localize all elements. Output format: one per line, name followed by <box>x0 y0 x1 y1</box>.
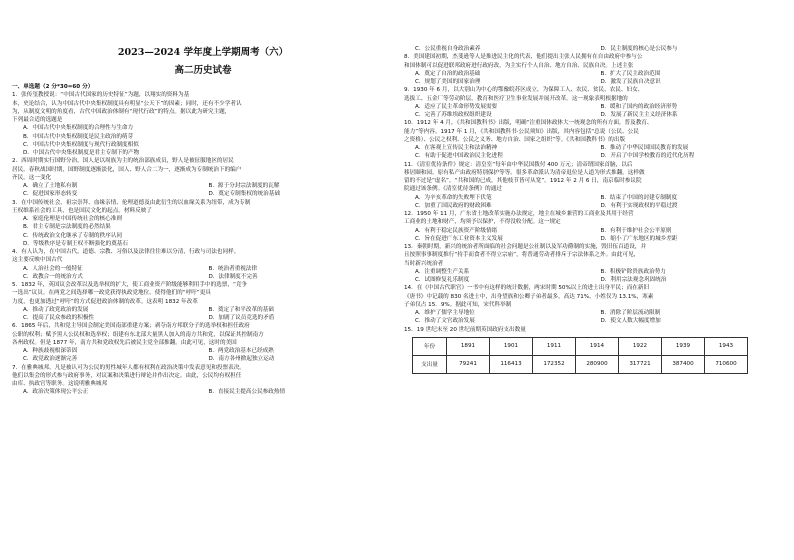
option-row <box>404 194 786 202</box>
option-text: D．法律制度不完善 <box>208 273 258 280</box>
option-text: B．推动了中华民国国民教育的发展 <box>600 145 689 151</box>
option-row <box>404 70 786 78</box>
table-cell: 1943 <box>705 337 748 355</box>
question-text-line: 和国体制可以促进联邦政府进行政府改，为主实行个人自治、地方自治、民族自决。上述主张 <box>404 62 634 69</box>
option-text: A．为辛亥革命的失败埋下伏笔 <box>415 194 492 201</box>
option-text: D．使文人数大幅度增加 <box>600 318 661 325</box>
question-text-line: 8．美国建国初期，杰斐逊等人是推进民主化的代表，他们提出主张人民拥有在自由政府中参与公 <box>404 54 643 61</box>
question-text-line: 院通过该条例。《清室优待条例》的通过 <box>404 186 502 193</box>
option-text: A．适应了民主革命形势发展需要 <box>415 103 498 110</box>
question-text-line: 他们以集会的形式参与政府事务，对议案和决策进行辩论并作出决定。由此，公民均有权担任 <box>12 372 242 379</box>
question-text-line: 6．1865 年后，共和党主导国会制定美国南部重建方案；剥夺南方邦联分子的选举权和担任政府 <box>12 323 250 330</box>
option-row <box>404 152 786 160</box>
option-row <box>12 355 394 363</box>
option-row <box>12 182 394 190</box>
option-text: A．种族歧视根深蒂固 <box>23 348 78 354</box>
option-text: C．提高了民众参政的积极性 <box>23 315 95 321</box>
table-cell: 387400 <box>662 355 705 373</box>
right-question-text <box>404 45 786 334</box>
option-row <box>404 111 786 119</box>
question-text-line: 这主要反映中国古代 <box>12 257 63 264</box>
question-text-line: 公职的权利；赋予黑人公民权和选举权；组建有东北部大量黑人加入的南方共和党，以保证其控制南方 <box>12 331 264 338</box>
table-cell: 280900 <box>576 355 619 373</box>
option-text: B．积极铲除贵族政治势力 <box>600 268 666 275</box>
option-row <box>12 306 394 314</box>
table-row <box>413 355 748 373</box>
question-text-line: 齐民。这一变化 <box>12 174 52 181</box>
question-text-line: 下列最合适的选题是 <box>12 117 63 123</box>
option-text: C．推动了文官政治发展 <box>415 318 475 325</box>
question-text-line: 7．在雅典城邦，凡是被认可为公民的男性城年人都有权利在政治决策中发表意见和投票表决。 <box>12 364 245 371</box>
option-text: D．发展了新民主主义经济体系 <box>600 112 678 118</box>
option-text: B．奠定了和平改革的基础 <box>208 306 274 313</box>
option-text: A．维护了儒学主导地位 <box>415 310 475 316</box>
option-row <box>12 265 394 273</box>
option-text: D．南方各州掀起独立运动 <box>208 356 275 363</box>
option-row <box>12 347 394 355</box>
option-text: B．直接民主提高公民参政热情 <box>208 389 286 396</box>
question-text-line: 11．《清室优待条件》规定：清皇室“每年由中华民国拨付 400 万元；清帝谓国家首脑，以后 <box>404 161 633 168</box>
option-text: B．消除了阶层流动限制 <box>600 310 661 316</box>
option-text: B．缓和了国内的政治经济形势 <box>600 103 678 110</box>
option-text: B．统治者重视法律 <box>208 265 258 272</box>
option-text: C．试图修复礼乐制度 <box>415 277 470 283</box>
option-text: A．家庭伦理是中国传统社会的核心准则 <box>23 216 122 222</box>
option-text: B．君主专制是宗法制度的必然结果 <box>23 224 111 231</box>
question-text-line: 12．1950 年 11 月，广东省土地改革实施办法规定，地主在城乡兼营的工商业及其用于经营 <box>404 211 634 217</box>
question-text-line: 10．1912 年 4 月，《共和国教科书》出版，明确“注重国体政体大一统观念的所有方面，普及教育、 <box>404 120 653 127</box>
question-text-line: 《唐书》中记载的 830 名进士中，出身望族和公卿子弟者最多，高达 71%，小姓仅为 13.1%，寒素 <box>404 293 654 300</box>
option-text: B．两党政治基本已经成熟 <box>208 348 274 354</box>
question-text-line: 子弟仅占 15．9%。据此可知，宋代科举制 <box>404 301 512 308</box>
question-text-line: 本，史论结合，认为中国古代中央集权制度具有明显“公天下”的因素；同时，还有不少学者认 <box>12 100 242 107</box>
table-header-cell: 年份 <box>413 337 447 355</box>
option-text: C．完善了苏维埃政权组织建设 <box>415 112 492 118</box>
option-text: D．缩小了广东地区的城乡差距 <box>600 235 678 242</box>
question-text-line: 3．在中国传统社会，祖宗崇拜、血缘亲情、伦理道德及由此衍生的以血缘关系为纽带，成为专制 <box>12 199 251 206</box>
table-cell: 1891 <box>447 337 490 355</box>
question-text-line: 5．1832 年，英国议会改革以及选举权的扩大，使工商业资产阶级能够利用手中的选票，“竞争 <box>12 282 248 288</box>
question-text-line: 一选出”议员。在两党之间选择哪一政党获得执政党地位，使得他们的“呼吁”更具 <box>12 290 211 297</box>
right-column <box>404 0 786 560</box>
option-text: D．开启了中国学校教育的近代化历程 <box>600 153 695 160</box>
option-text: B．源于分封宗法制度的瓦解 <box>208 183 280 189</box>
question-text-line: 当时新兴统治者 <box>404 260 444 267</box>
question-text-line: 为，从制度文明的角度看，古代中国政治体制有“现代行政”的特点。据以此为研究主题， <box>12 108 231 115</box>
option-text: D．加剧了议员竞选的矛盾 <box>208 315 275 321</box>
option-row <box>404 78 786 86</box>
left-question-text <box>12 83 394 397</box>
table-cell: 1939 <box>662 337 705 355</box>
table-row <box>413 337 748 355</box>
option-row <box>404 103 786 111</box>
option-row <box>404 227 786 235</box>
question-text-line: 由库、执政官等职务。这说明雅典城邦 <box>12 381 108 387</box>
option-row <box>12 388 394 396</box>
option-text: B．中国古代中央集权制度是民主政治的萌芽 <box>23 133 134 140</box>
option-text: D．激发了民族自决意识 <box>600 79 661 85</box>
table-cell: 1911 <box>533 337 576 355</box>
question-text-line: 9．1930 年 6 月，以大别山为中心的鄂豫皖苏区成立，为保障工人、农民、贫民、农民、妇女、 <box>404 87 644 94</box>
table-cell: 116413 <box>490 355 533 373</box>
question-text-line: 力度，也更加透过“呼吁”的方式促进政治体制的改革。这表明 1832 年改革 <box>12 298 198 305</box>
question-text-line: 13．秦朝时期，新兴的统治者所面临的社会问题是公社制以及军功爵制的实施，毁旧伍百道设，并 <box>404 244 647 250</box>
option-text: C．旨在促进广东工业资本主义发展 <box>415 235 503 242</box>
exam-header <box>12 46 394 77</box>
option-text: D．奠定专制集权的统治基础 <box>208 191 280 198</box>
option-text: C．规划了美国的国家治理 <box>415 79 481 85</box>
table-cell: 710600 <box>705 355 748 373</box>
option-text: C．传统政治文化继承了专制的秩序认同 <box>23 232 123 239</box>
option-text: A．在客观上宣传民主和法治精神 <box>415 145 498 151</box>
question-text-line: 工商业的土地和财产，均须予以保护，不得没收分配。这一规定 <box>404 219 561 226</box>
option-row <box>404 202 786 210</box>
question-text-line: 1．张传玺教授说：“中国古代国家的历史特征”为题，以翔实的资料为基 <box>12 92 190 99</box>
question-text-line: 留的不过是“虚名”，“共和国的已成，其他枝节皆可从宽”。1912 年 2 月 6 日，南京临时参议院 <box>404 178 642 184</box>
option-row <box>404 317 786 325</box>
question-text-line: 移居颐和园。原有私产由政府特别保护等等。很多革命派认为清帝退位是人道为形式推翻，这样做 <box>404 169 645 176</box>
option-row <box>404 45 786 53</box>
option-text: A．推动了政党政治的发展 <box>23 306 89 313</box>
option-text: D．等级秩序是专制王权不断强化的奠基石 <box>23 240 128 247</box>
left-column <box>12 0 394 560</box>
option-row <box>404 276 786 284</box>
table-header-cell: 支出量 <box>413 355 447 373</box>
option-row <box>404 144 786 152</box>
option-text: A．人治社会的一般特征 <box>23 265 83 272</box>
option-text: C．加重了国民政府的财政困难 <box>415 202 492 209</box>
option-text: C．促进国家形态转变 <box>23 191 78 198</box>
option-row <box>404 309 786 317</box>
table-cell: 1901 <box>490 337 533 355</box>
table-cell: 172352 <box>533 355 576 373</box>
exam-subtitle: 高二历史试卷 <box>174 65 232 76</box>
question-text-line: 选拔工、五金厂等劳动阶层，教育和医疗卫生事业发展并展开改革。这一现象表明根据地的 <box>404 95 628 102</box>
option-text: B．有利于维护社会公平原则 <box>600 227 672 234</box>
question-text-line: 且按照事事制度推行“持手而食者不得立宗庙”，将普通劳动者排斥于宗法体系之外。由此可见， <box>404 252 640 259</box>
question-text-line: 之资格）、公民之权利、公民之义务、地方自治、国家之组织”等。《共和国教科书》的出版 <box>404 136 626 143</box>
option-row <box>12 273 394 281</box>
option-text: D．有利于实现政权的平稳过渡 <box>600 202 678 209</box>
question-text-line: 能力”等内容。1917 年 1 月，《共和国教科书·公民须知》出版，其内容包括“总说（公民、公民 <box>404 128 639 135</box>
option-text: A．奠定了自治的政治基础 <box>415 70 481 77</box>
question-text-line: 居民。春秋战国时期，国野制度逐渐淡化，国人、野人合二为一，逐渐成为专制统治下的编户 <box>12 166 242 173</box>
option-row <box>12 314 394 322</box>
option-row <box>404 268 786 276</box>
option-text: A．确立了土地私有制 <box>23 183 78 189</box>
expenditure-table <box>412 337 748 374</box>
option-text: C．政党政治逐渐完善 <box>23 356 78 363</box>
option-text: A．注重调整生产关系 <box>415 268 470 275</box>
exam-title: 2023—2024 学年度上学期周考（六） <box>117 47 289 58</box>
option-text: D．中国古代中央集权制度是君主专制下的产物 <box>23 150 140 156</box>
option-row <box>404 235 786 243</box>
question-text-line: 15．19 世纪末至 20 世纪前期英国政府支出数量 <box>404 326 526 333</box>
option-text: A．有利于稳定民族资产阶级情绪 <box>415 227 498 234</box>
question-text-line: 14．在《中国古代职官》一书中有这样的统计数据，两宋时期 50%以上的进士出身平民；而在新旧 <box>404 285 650 292</box>
option-text: B．结束了中国的封建专制制度 <box>600 194 678 201</box>
option-text: A．中国古代中央集权制度的合理性与生命力 <box>23 125 134 132</box>
option-text: B．扩大了民主政治范围 <box>600 70 661 77</box>
question-text-line: 2．西周时期实行国野分治，国人是以周族为主的统治部族成员，野人是被征服地区的居民 <box>12 158 234 165</box>
option-row <box>12 190 394 198</box>
question-text-line: 王权维系社会的工具，也是国民文化的起点。材料反映了 <box>12 207 152 214</box>
table-cell: 1922 <box>619 337 662 355</box>
table-cell: 317721 <box>619 355 662 373</box>
option-text: C．政教合一的统治方式 <box>23 273 83 280</box>
table-cell: 1914 <box>576 337 619 355</box>
option-text: C．中国古代中央集权制度与现代行政制度相似 <box>23 141 139 148</box>
option-text: A．政治决策体现公平公正 <box>23 389 89 396</box>
option-text: C．公民重视自身政治素养 <box>415 46 481 52</box>
question-text-line: 各州政权。但是 1877 年，南方共和党政权先后被民主党全部推翻。由此可见，这时的美国 <box>12 339 237 346</box>
option-text: C．有助于促进中国政治民主化进程 <box>415 153 503 160</box>
table-cell: 79241 <box>447 355 490 373</box>
option-text: D．利用宗法观念巩固统治 <box>600 277 667 283</box>
option-text: D．民主制度的核心是公民参与 <box>600 46 678 52</box>
question-text-line: 4．有人认为，在中国古代，道德、宗教、习俗以及法律往往难以分清，行政与司法也同样。 <box>12 249 240 255</box>
section-heading: 一、单选题（2 分*30=60 分） <box>12 84 94 90</box>
